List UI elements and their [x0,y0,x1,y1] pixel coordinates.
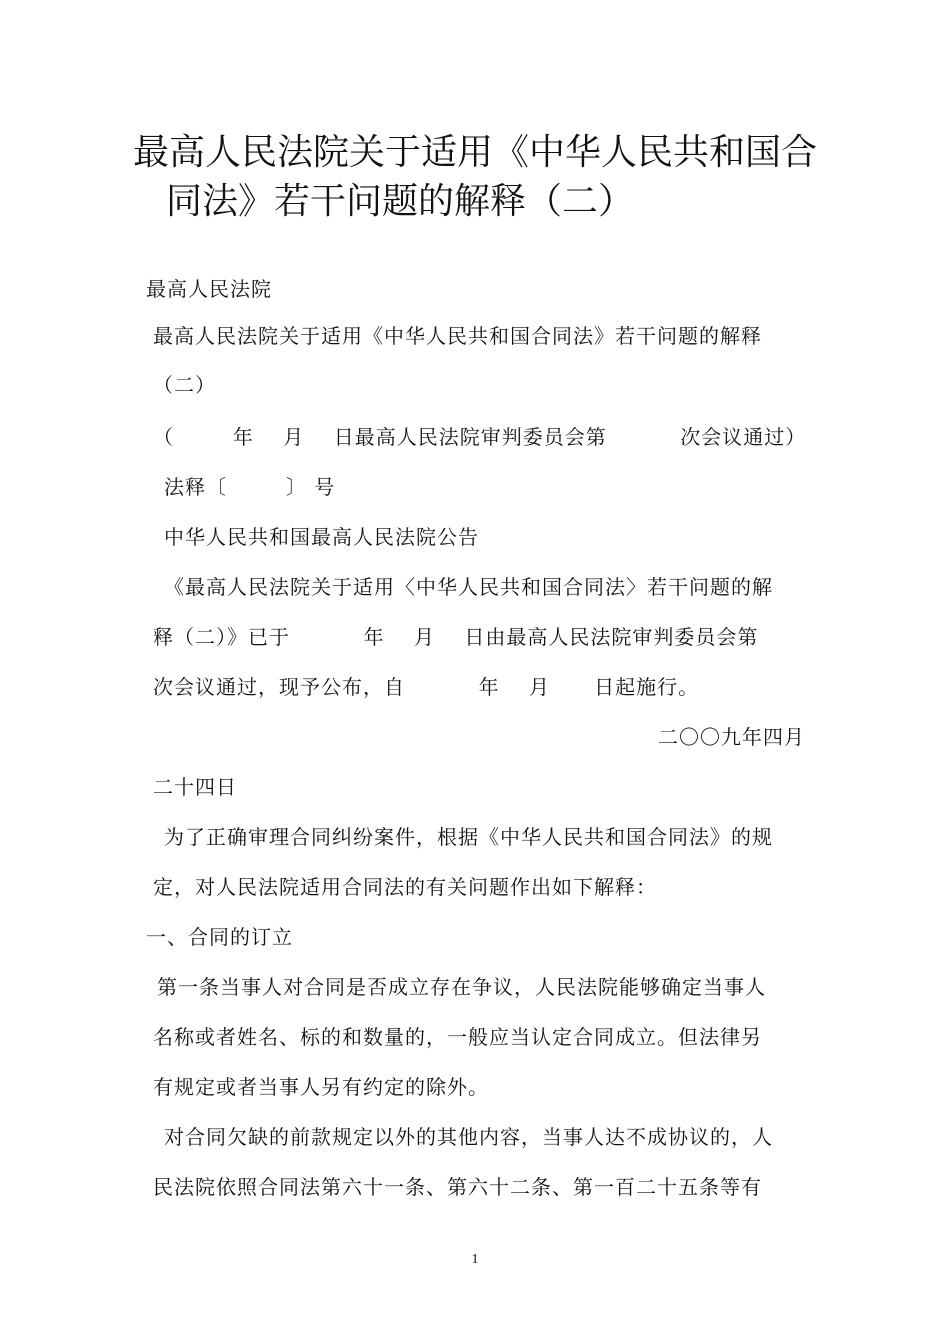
article-1-paragraph-2-line-1: 对合同欠缺的前款规定以外的其他内容，当事人达不成协议的，人 [164,1125,773,1149]
announcement-date-line-1: 二〇〇九年四月 [658,725,805,749]
document-title-line-2: 同法》若干问题的解释（二） [165,181,634,222]
article-1-line-1: 第一条当事人对合同是否成立存在争议，人民法院能够确定当事人 [157,975,766,999]
adoption-note-line: （ 年 月 日最高人民法院审判委员会第 次会议通过） [153,425,807,449]
interpretation-name-continued: （二） [153,373,216,397]
preamble-line-2: 定，对人民法院适用合同法的有关问题作出如下解释： [153,875,657,899]
announcement-date-line-2: 二十四日 [153,775,237,799]
article-1-line-2: 名称或者姓名、标的和数量的，一般应当认定合同成立。但法律另 [153,1025,762,1049]
section-heading-contract-formation: 一、合同的订立 [146,925,293,949]
interpretation-name-line: 最高人民法院关于适用《中华人民共和国合同法》若干问题的解释 [153,324,762,348]
page-number: 1 [471,1252,479,1267]
preamble-line-1: 为了正确审理合同纠纷案件，根据《中华人民共和国合同法》的规 [164,825,773,849]
document-title-line-1: 最高人民法院关于适用《中华人民共和国合 [132,132,817,173]
article-1-line-3: 有规定或者当事人另有约定的除外。 [153,1075,489,1099]
announcement-heading: 中华人民共和国最高人民法院公告 [164,525,479,549]
article-1-paragraph-2-line-2: 民法院依照合同法第六十一条、第六十二条、第一百二十五条等有 [153,1175,762,1199]
announcement-body-line-2: 释（二）》已于 年 月 日由最高人民法院审判委员会第 [153,625,759,649]
document-number-line: 法释〔 〕 号 [164,475,336,499]
issuer-line: 最高人民法院 [146,277,272,301]
announcement-body-line-1: 《最高人民法院关于适用〈中华人民共和国合同法〉若干问题的解 [164,575,773,599]
announcement-body-line-3: 次会议通过，现予公布，自 年 月 日起施行。 [153,675,700,699]
